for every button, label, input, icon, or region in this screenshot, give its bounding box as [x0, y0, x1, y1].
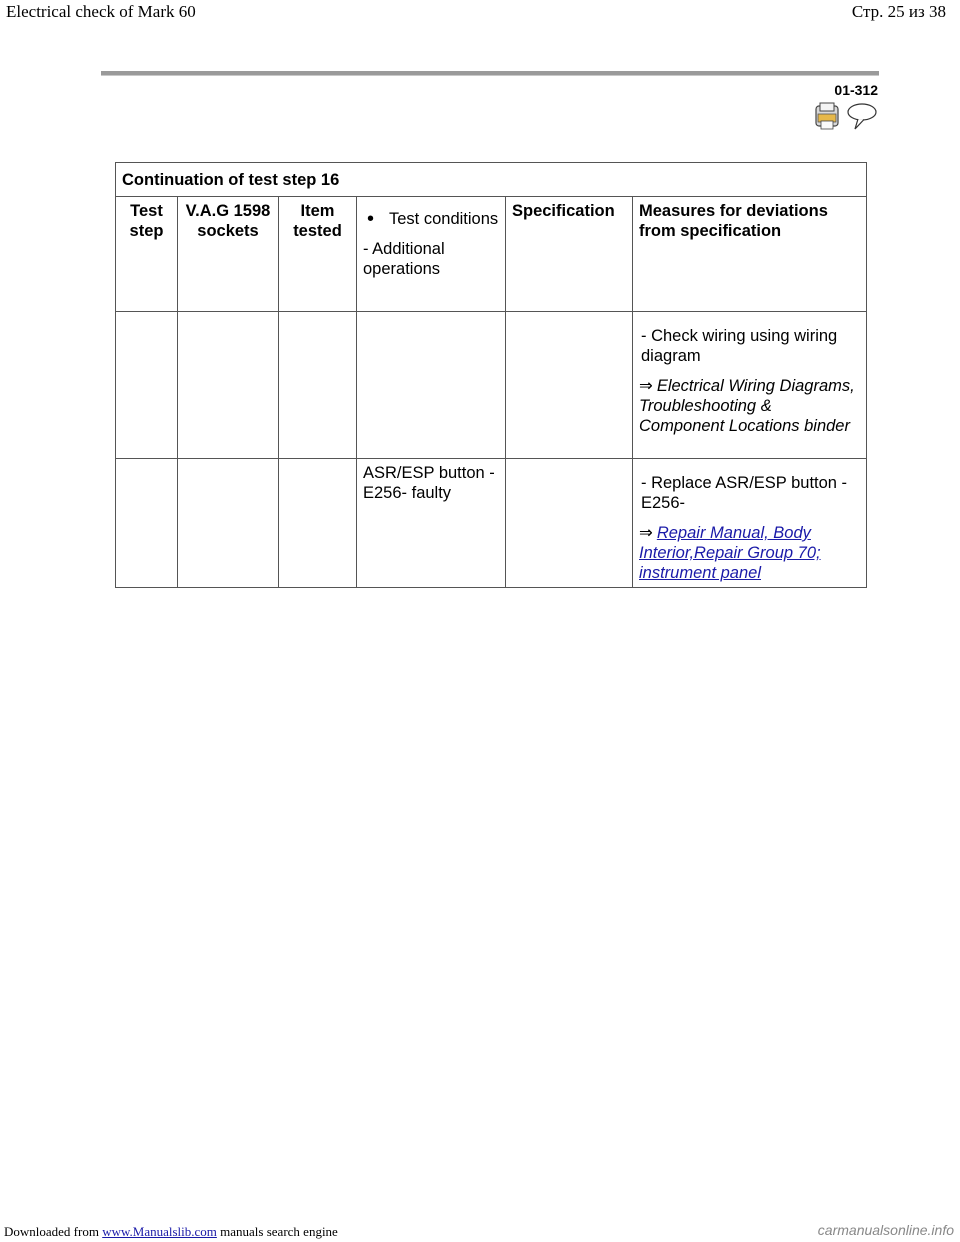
- table-row: [116, 459, 867, 588]
- measure-action: - Check wiring using wiring diagram: [641, 327, 838, 365]
- header-rule: [101, 71, 879, 76]
- arrow-right-icon: ⇒: [639, 377, 653, 395]
- footer-prefix: Downloaded from: [4, 1224, 99, 1239]
- header-test-conditions: Test conditions: [389, 210, 499, 228]
- measure-reference: [639, 523, 860, 583]
- measure-action: - Replace ASR/ESP button -E256-: [641, 474, 848, 512]
- page-footer: [0, 1222, 960, 1242]
- row-measures: [633, 459, 867, 588]
- arrow-right-icon: ⇒: [639, 524, 653, 542]
- measure-reference: ⇒ Electrical Wiring Diagrams, Troubleshooting & Component Locations binder: [639, 377, 855, 435]
- test-step-table: [115, 162, 867, 588]
- header-additional-operations: - Additional operations: [363, 240, 445, 278]
- footer-suffix: manuals search engine: [220, 1224, 338, 1239]
- header-item-tested: Item tested: [279, 197, 357, 312]
- bullet-icon: •: [367, 208, 375, 230]
- page-tools: [814, 102, 880, 132]
- table-row: [116, 312, 867, 459]
- page-counter: Стр. 25 из 38: [851, 2, 946, 21]
- speech-bubble-icon[interactable]: [848, 104, 876, 129]
- row-item: ASR/ESP button -E256- faulty: [357, 459, 506, 588]
- repair-manual-link[interactable]: Repair Manual, Body Interior,Repair Group 70; instrument panel: [639, 524, 821, 582]
- header-measures: Measures for deviations from specification: [633, 197, 867, 312]
- header-specification: Specification: [506, 197, 633, 312]
- row-measures: [633, 312, 867, 459]
- header-test-step: Test step: [116, 197, 178, 312]
- table-caption: Continuation of test step 16: [116, 163, 867, 197]
- manualslib-link[interactable]: www.Manualslib.com: [102, 1224, 217, 1239]
- header-row: [116, 197, 867, 312]
- watermark: carmanualsonline.info: [817, 1222, 954, 1238]
- page-number: 01-312: [834, 82, 878, 98]
- row-item: [357, 312, 506, 459]
- print-icon[interactable]: [816, 103, 838, 129]
- document-title: Electrical check of Mark 60: [6, 2, 196, 21]
- header-vag-sockets: V.A.G 1598 sockets: [178, 197, 279, 312]
- window-title-bar: [0, 0, 960, 24]
- header-conditions: [357, 197, 506, 312]
